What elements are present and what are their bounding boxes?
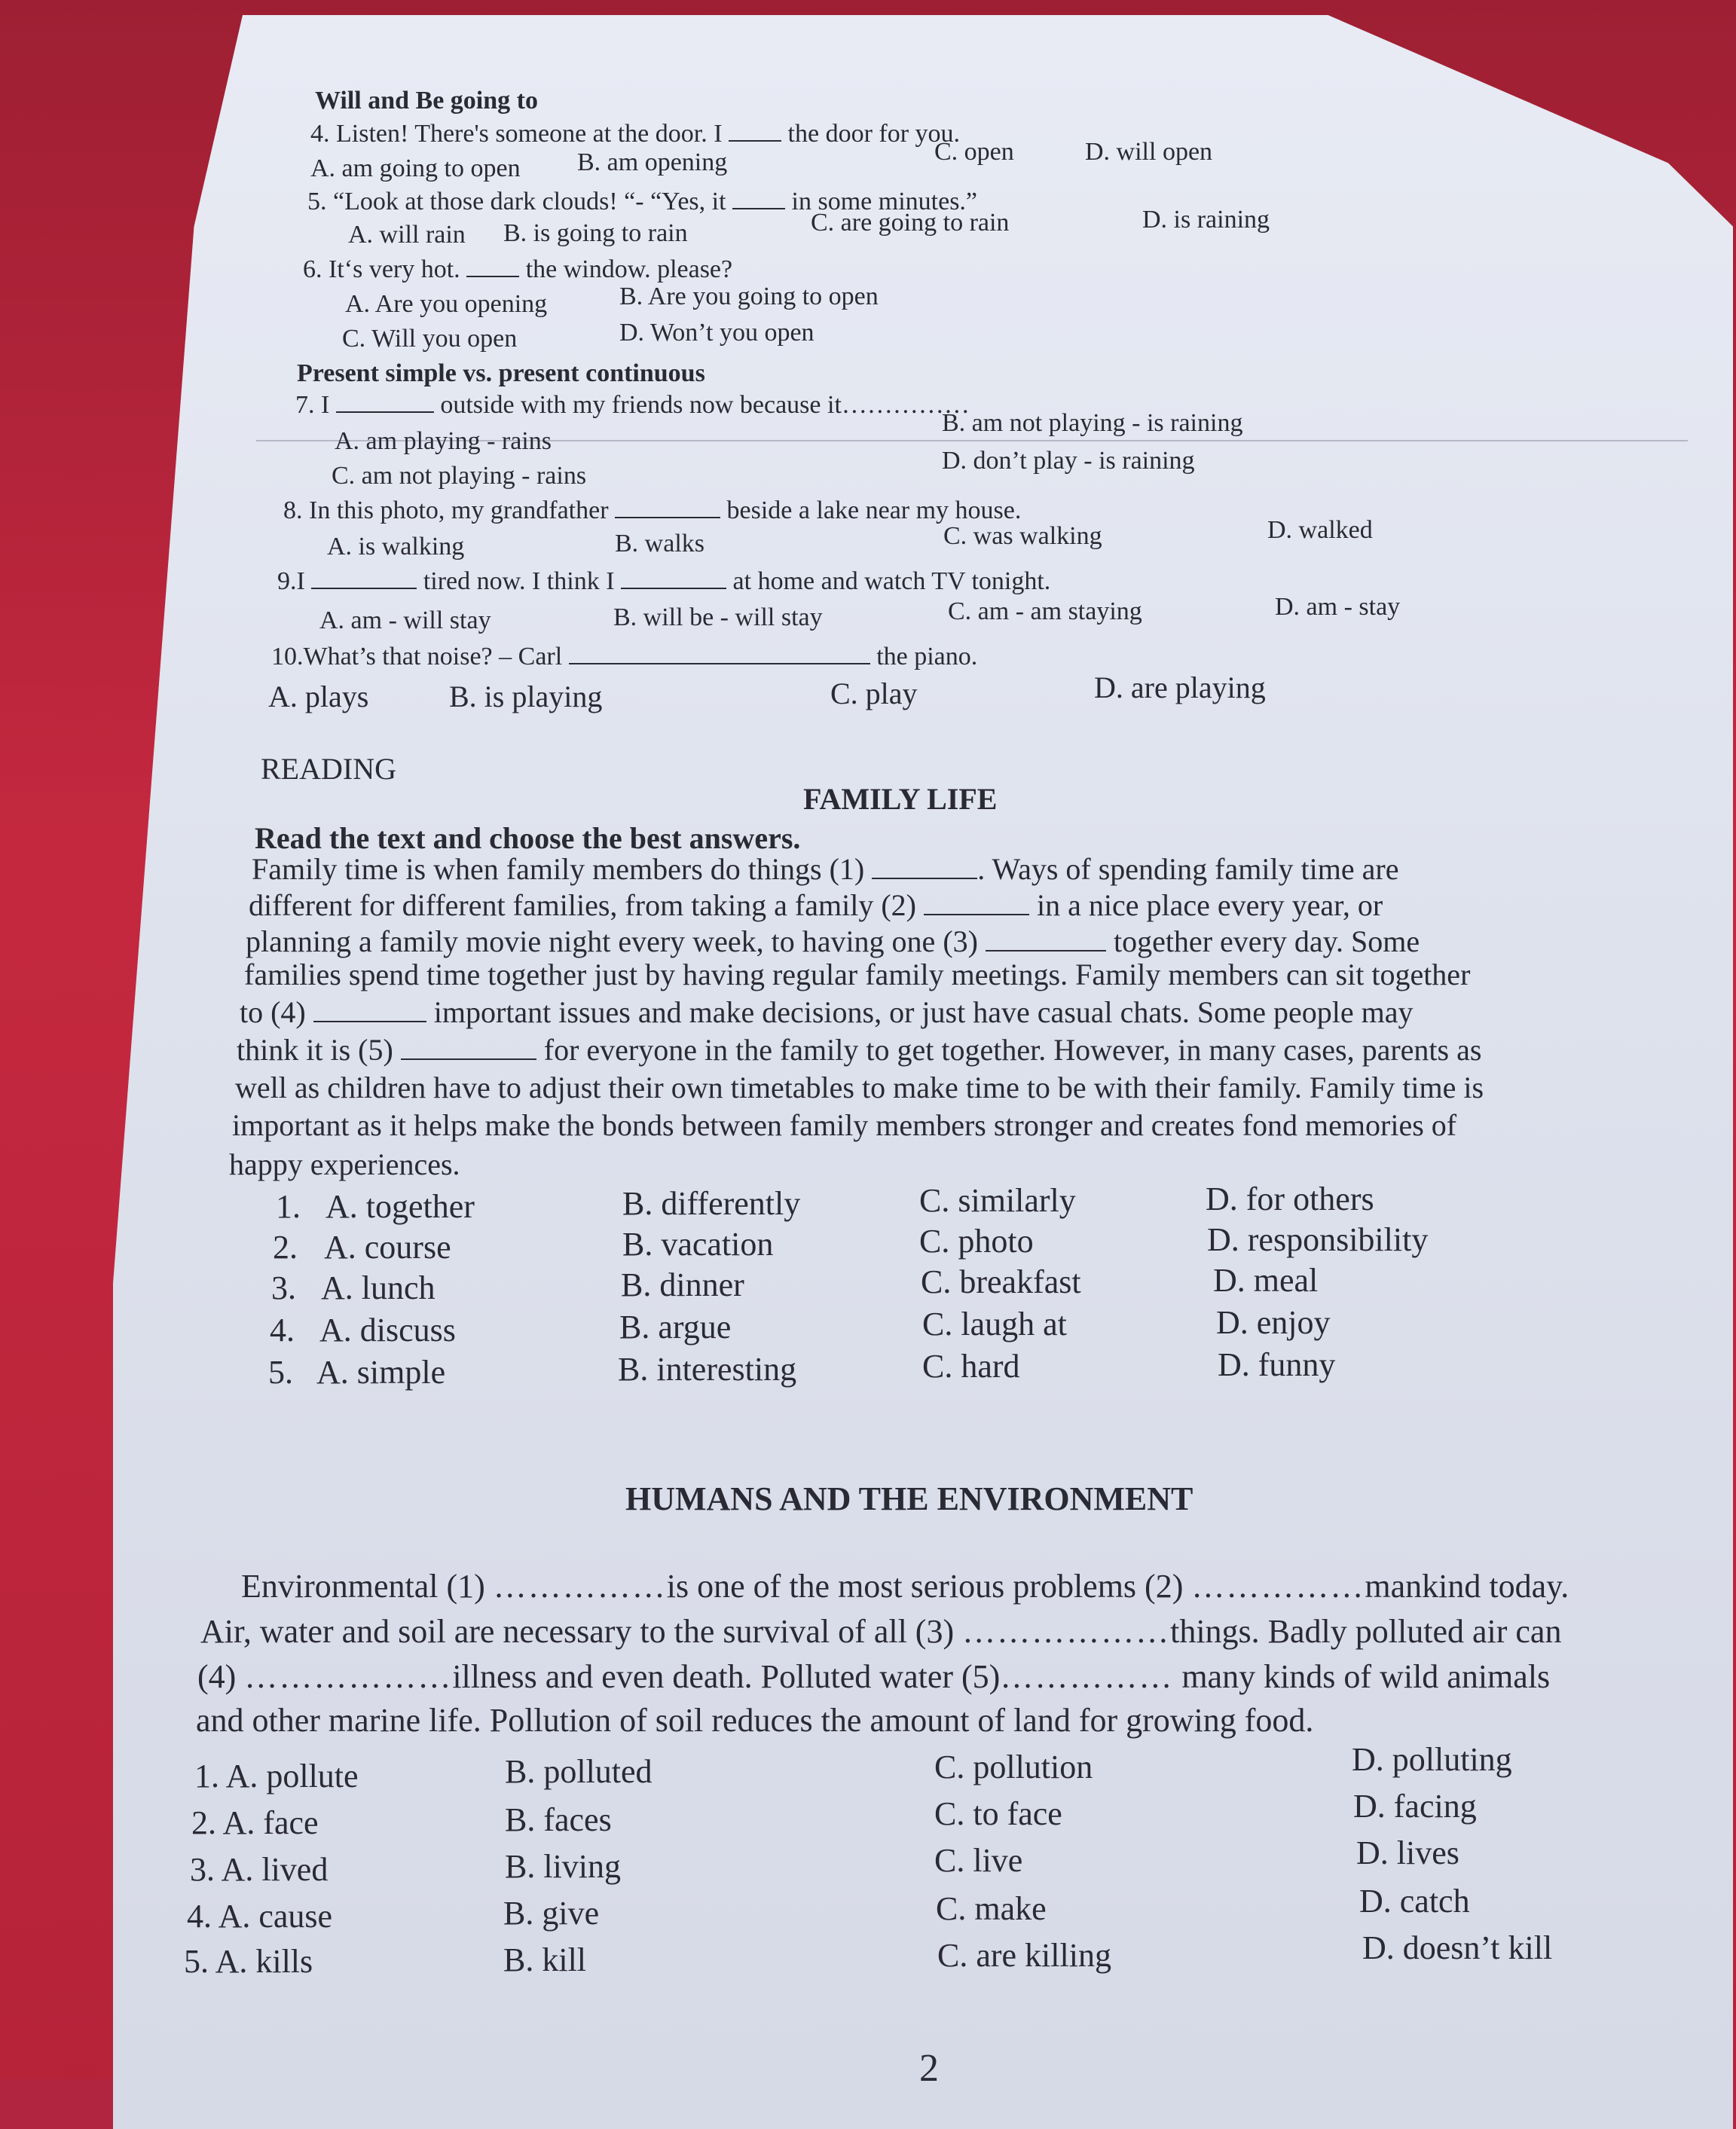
question-6-stem: [303, 255, 732, 285]
q10-stem-start: 10.What’s that noise? – Carl: [271, 643, 563, 670]
q6-blank: [466, 276, 519, 277]
environment-title: HUMANS AND THE ENVIRONMENT: [625, 1480, 1194, 1517]
environment-text: Environmental (1): [241, 1568, 494, 1605]
q6-option-d: D. Won’t you open: [619, 319, 815, 347]
reading-answer-4-d: D. enjoy: [1216, 1304, 1331, 1341]
reading-line-9: happy experiences.: [229, 1147, 460, 1181]
q10-option-a: A. plays: [268, 680, 369, 713]
reading-answer-2-b: B. vacation: [622, 1226, 774, 1263]
reading-text: different for different families, from taking a family (2): [249, 888, 916, 922]
q5-option-b: B. is going to rain: [503, 219, 688, 247]
environment-answer-2-a: 2. A. face: [191, 1804, 319, 1841]
environment-text: (4): [197, 1658, 245, 1695]
reading-text: think it is (5): [237, 1033, 393, 1067]
q6-stem-end: the window. please?: [525, 255, 733, 283]
reading-answer-2-c: C. photo: [919, 1223, 1034, 1260]
q9-option-a: A. am - will stay: [319, 606, 491, 634]
question-4-stem: [310, 119, 960, 149]
environment-answer-1-b: B. polluted: [505, 1753, 653, 1790]
reading-answer-3-num: 3.: [271, 1269, 296, 1306]
reading-line-8: important as it helps make the bonds between family members stronger and creates fond memories of: [232, 1108, 1457, 1142]
reading-line-6: [237, 1031, 1563, 1070]
q6-stem-start: 6. It‘s very hot.: [303, 255, 460, 283]
reading-answer-5-d: D. funny: [1218, 1346, 1336, 1383]
environment-answer-5-a: 5. A. kills: [184, 1943, 313, 1980]
reading-text: together every day. Some: [1113, 924, 1420, 958]
reading-text: for everyone in the family to get together. However, in many cases, parents as: [543, 1033, 1482, 1067]
reading-answer-3-d: D. meal: [1213, 1262, 1319, 1299]
environment-answer-2-b: B. faces: [505, 1801, 612, 1838]
q6-option-b: B. Are you going to open: [619, 283, 879, 310]
environment-text: illness and even death. Polluted water (5): [452, 1658, 1001, 1695]
q9-blank-2: [621, 588, 726, 589]
environment-answer-1-d: D. polluting: [1352, 1741, 1512, 1778]
q5-blank: [732, 208, 785, 209]
question-7-stem: [295, 390, 970, 420]
q10-stem-end: the piano.: [876, 643, 978, 670]
environment-answer-2-d: D. facing: [1353, 1788, 1477, 1825]
environment-answer-1-c: C. pollution: [934, 1749, 1093, 1785]
environment-line-1: [241, 1565, 1643, 1608]
environment-answer-4-d: D. catch: [1359, 1883, 1470, 1920]
environment-answer-3-b: B. living: [505, 1848, 622, 1885]
q5-option-c: C. are going to rain: [811, 209, 1010, 237]
environment-blank-5: ……………: [1000, 1658, 1174, 1695]
reading-answer-4-c: C. laugh at: [922, 1306, 1067, 1342]
environment-answer-4-c: C. make: [936, 1890, 1047, 1927]
environment-answer-5-c: C. are killing: [937, 1937, 1111, 1974]
reading-instruction: Read the text and choose the best answers.: [255, 821, 801, 855]
q9-blank-1: [311, 588, 417, 589]
q7-option-a: A. am playing - rains: [335, 427, 552, 455]
environment-answer-3-a: 3. A. lived: [190, 1851, 329, 1888]
q9-option-d: D. am - stay: [1275, 593, 1401, 621]
q8-option-a: A. is walking: [327, 533, 465, 561]
q10-option-d: D. are playing: [1094, 670, 1266, 704]
reading-line-5: [240, 993, 1558, 1032]
reading-text: in a nice place every year, or: [1036, 888, 1383, 922]
reading-answer-4-b: B. argue: [619, 1309, 732, 1346]
reading-answer-1-d: D. for others: [1206, 1181, 1374, 1217]
environment-text: many kinds of wild animals: [1173, 1658, 1551, 1695]
reading-answer-1-num: 1.: [276, 1188, 301, 1225]
reading-text: Family time is when family members do things (1): [252, 852, 865, 886]
environment-line-3: [197, 1656, 1652, 1698]
q8-option-c: C. was walking: [943, 522, 1102, 550]
q7-stem-end: outside with my friends now because it……………: [440, 391, 970, 419]
question-10-stem: [271, 642, 977, 672]
environment-answer-5-b: B. kill: [503, 1941, 587, 1978]
reading-blank-5: [401, 1058, 536, 1060]
environment-answer-1-a: 1. A. pollute: [194, 1758, 359, 1795]
reading-answer-1-c: C. similarly: [919, 1182, 1076, 1219]
q7-blank: [336, 411, 434, 413]
section-title-will-going-to: Will and Be going to: [315, 87, 538, 115]
reading-answer-5-num: 5.: [268, 1354, 293, 1391]
reading-answer-2-d: D. responsibility: [1207, 1221, 1429, 1258]
q9-option-c: C. am - am staying: [948, 597, 1142, 625]
q10-blank: [569, 663, 870, 664]
reading-text: important issues and make decisions, or just have casual chats. Some people may: [433, 995, 1414, 1029]
section-title-present: Present simple vs. present continuous: [297, 359, 705, 387]
reading-text: to (4): [240, 995, 306, 1029]
q9-option-b: B. will be - will stay: [613, 603, 823, 631]
q6-option-c: C. Will you open: [342, 325, 518, 353]
q5-option-a: A. will rain: [348, 221, 466, 249]
environment-answer-3-c: C. live: [934, 1842, 1023, 1879]
environment-blank-3: ………………: [962, 1613, 1171, 1650]
q4-stem-end: the door for you.: [787, 120, 961, 148]
reading-line-7: well as children have to adjust their own timetables to make time to be with their family. Family time is: [235, 1071, 1484, 1104]
q9-stem-start: 9.I: [277, 567, 305, 595]
q10-option-b: B. is playing: [449, 680, 603, 713]
q4-stem-start: 4. Listen! There's someone at the door. I: [310, 120, 723, 148]
reading-answer-1-b: B. differently: [622, 1185, 801, 1222]
q7-option-c: C. am not playing - rains: [332, 462, 587, 490]
q8-stem-end: beside a lake near my house.: [726, 496, 1022, 524]
reading-blank-1: [872, 878, 977, 879]
environment-text: mankind today.: [1365, 1568, 1569, 1605]
reading-answer-2-num: 2.: [273, 1229, 298, 1266]
reading-blank-3: [986, 950, 1106, 951]
reading-answer-5-c: C. hard: [922, 1348, 1020, 1385]
q8-option-b: B. walks: [615, 530, 704, 557]
reading-answer-4-num: 4.: [270, 1312, 295, 1349]
reading-text: . Ways of spending family time are: [977, 852, 1399, 886]
q7-stem-start: 7. I: [295, 391, 330, 419]
environment-answer-4-b: B. give: [503, 1895, 600, 1932]
reading-answer-5-a: A. simple: [316, 1354, 446, 1391]
q10-option-c: C. play: [830, 677, 918, 710]
environment-text: is one of the most serious problems (2): [666, 1568, 1192, 1605]
q8-blank: [615, 517, 720, 518]
q9-stem-end: at home and watch TV tonight.: [732, 567, 1051, 595]
reading-text: planning a family movie night every week, to having one (3): [246, 924, 978, 958]
environment-line-2: [200, 1611, 1647, 1653]
question-9-stem: [277, 567, 1050, 597]
environment-text: things. Badly polluted air can: [1170, 1613, 1562, 1650]
reading-title: FAMILY LIFE: [803, 782, 998, 816]
reading-answer-3-c: C. breakfast: [921, 1263, 1081, 1300]
q8-option-d: D. walked: [1267, 516, 1373, 544]
q6-option-a: A. Are you opening: [345, 290, 548, 318]
reading-answer-2-a: A. course: [324, 1229, 451, 1266]
reading-answer-4-a: A. discuss: [319, 1312, 456, 1349]
question-8-stem: [283, 496, 1021, 526]
q5-stem-end: in some minutes.”: [791, 188, 978, 215]
q5-option-d: D. is raining: [1142, 206, 1270, 234]
reading-line-2: [249, 886, 1545, 925]
environment-answer-2-c: C. to face: [934, 1795, 1062, 1832]
environment-answer-3-d: D. lives: [1356, 1834, 1459, 1871]
reading-answer-5-b: B. interesting: [618, 1351, 797, 1388]
reading-blank-4: [313, 1021, 426, 1022]
q7-option-b: B. am not playing - is raining: [942, 409, 1243, 437]
q5-stem-start: 5. “Look at those dark clouds! “- “Yes, it: [307, 188, 726, 215]
q4-blank: [729, 140, 781, 142]
page-number: 2: [919, 2047, 939, 2090]
q9-stem-middle: tired now. I think I: [423, 567, 615, 595]
reading-blank-2: [924, 914, 1029, 915]
environment-text: Air, water and soil are necessary to the survival of all (3): [200, 1613, 963, 1650]
reading-answer-1-a: A. together: [326, 1188, 475, 1225]
reading-label: READING: [261, 752, 396, 786]
environment-blank-1: ……………: [493, 1568, 667, 1605]
environment-blank-2: ……………: [1191, 1568, 1365, 1605]
environment-blank-4: ………………: [244, 1658, 453, 1695]
reading-answer-3-a: A. lunch: [321, 1269, 436, 1306]
q4-option-d: D. will open: [1085, 138, 1213, 166]
q4-option-b: B. am opening: [577, 148, 728, 176]
reading-line-1: [252, 850, 1545, 889]
q4-option-a: A. am going to open: [310, 154, 521, 182]
reading-answer-3-b: B. dinner: [621, 1266, 744, 1303]
q8-stem-start: 8. In this photo, my grandfather: [283, 496, 609, 524]
reading-line-4: families spend time together just by having regular family meetings. Family members can sit together: [244, 958, 1471, 991]
environment-answer-5-d: D. doesn’t kill: [1362, 1929, 1553, 1966]
q4-option-c: C. open: [934, 138, 1014, 166]
q7-option-d: D. don’t play - is raining: [942, 447, 1195, 475]
environment-answer-4-a: 4. A. cause: [187, 1898, 333, 1935]
environment-line-4: and other marine life. Pollution of soil reduces the amount of land for growing food.: [196, 1702, 1314, 1739]
